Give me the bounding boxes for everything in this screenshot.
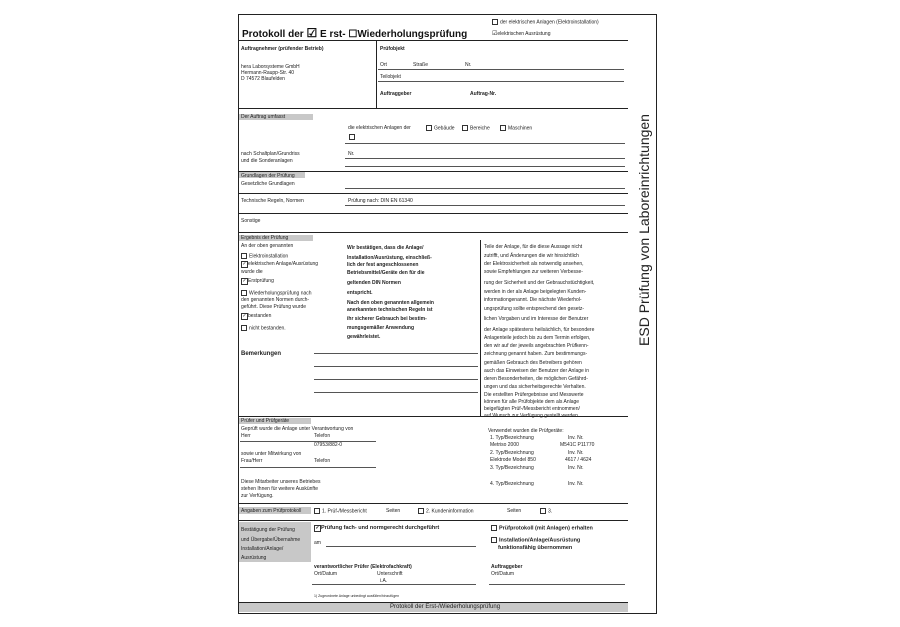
confirm-check3 bbox=[491, 537, 580, 543]
pruefbericht-checkbox[interactable] bbox=[314, 508, 320, 514]
erst-checkbox[interactable]: ☑ bbox=[306, 26, 318, 40]
bemerkungen-label: Bemerkungen bbox=[241, 351, 282, 357]
protocol-label: Angaben zum Prüfprotokoll bbox=[241, 508, 302, 514]
erstpruefung-checkbox[interactable]: ✓ bbox=[242, 278, 247, 284]
confirm-check3a-label: Installation/Anlage/Ausrüstung bbox=[499, 537, 581, 544]
title-erst: E rst- bbox=[320, 29, 346, 40]
confirm-l1: Bestätigung der Prüfung bbox=[241, 527, 295, 533]
result-right-18: können für alle Prüfobjekte dem als Anlage bbox=[484, 399, 580, 405]
result-left-9-label: bestanden bbox=[248, 313, 272, 319]
confirm-l4: Ausrüstung bbox=[241, 555, 267, 561]
tester-telefon2: Telefon bbox=[314, 458, 331, 464]
confirm-ia: i.A. bbox=[380, 578, 388, 584]
result-right-9: der Anlage spätestens heilsächlich, für besondere bbox=[484, 327, 595, 333]
title-rest: Wiederholungsprüfung bbox=[357, 29, 468, 40]
result-mid-7: anerkannten technischen Regeln ist bbox=[347, 307, 433, 313]
protocol-opt1 bbox=[314, 508, 367, 514]
devices-label: Verwendet wurden die Prüfgeräte: bbox=[488, 428, 564, 434]
result-right-3: sowie Empfehlungen zur weiteren Verbesse- bbox=[484, 269, 583, 275]
result-mid-8: ihr sicherer Gebrauch bei bestim- bbox=[347, 316, 427, 322]
protocol-opt3-label: 3. bbox=[548, 508, 553, 515]
confirm-check1-label: Prüfung fach- und normgerecht durchgeführt bbox=[321, 525, 440, 531]
confirm-check1 bbox=[314, 525, 439, 532]
result-left-0: An der oben genannten bbox=[241, 243, 294, 249]
result-mid-9: mungsgemäßer Anwendung bbox=[347, 325, 415, 331]
result-left-6: nach bbox=[300, 290, 312, 297]
object-teilobjekt: Teilobjekt bbox=[380, 74, 401, 80]
result-left-8: geführt. Diese Prüfung wurde bbox=[241, 304, 307, 310]
result-mid-2: lich der fest angeschlossenen bbox=[347, 262, 419, 268]
result-right-15: deren Besonderheiten, die möglichen Gefährd- bbox=[484, 376, 588, 382]
scope-intro: die elektrischen Anlagen der bbox=[348, 125, 411, 131]
protocol-seiten2: Seiten bbox=[507, 508, 522, 514]
tester-mitwirkung: sowie unter Mitwirkung von bbox=[241, 451, 302, 457]
device2-label: 2. Typ/Bezeichnung bbox=[490, 450, 534, 456]
result-right-0: Teile der Anlage, für die diese Aussage nicht bbox=[484, 244, 583, 250]
result-left-2-label: elektrischen Anlage/Ausrüstung bbox=[248, 261, 319, 267]
scope-schaltplan: nach Schaltplan/Grundriss bbox=[241, 151, 300, 157]
result-right-14: auch das Einweisen der Benutzer der Anlage in bbox=[484, 368, 590, 374]
basics-norm: Prüfung nach: DIN EN 61340 bbox=[348, 198, 413, 204]
tester-staff1: Diese Mitarbeiter unseres Betriebes bbox=[241, 479, 321, 485]
client-line1: hera Laborsysteme GmbH bbox=[241, 64, 300, 70]
result-right-2: der Elektrosicherheit als notwendig ansehen, bbox=[484, 261, 584, 267]
protocol-opt2 bbox=[418, 508, 474, 514]
protocol-opt1-label: 1. Prüf-/Messbericht bbox=[322, 508, 367, 515]
result-mid-10: gewährleistet. bbox=[347, 334, 381, 340]
result-mid-3: Betriebsmittel/Geräte den für die bbox=[347, 270, 425, 276]
device1-inv: Inv. Nr. bbox=[568, 435, 584, 441]
tester-frau-herr: Frau/Herr bbox=[241, 458, 263, 464]
result-header: Ergebnis der Prüfung bbox=[241, 235, 289, 241]
result-right-19: beigefügten Prüf-/Messbericht entnommen/ bbox=[484, 406, 580, 412]
device1-type: Metriso 2000 bbox=[490, 442, 519, 448]
device3-inv: Inv. Nr. bbox=[568, 465, 584, 471]
device2-type: Elektrode Model 850 bbox=[490, 457, 536, 463]
bemerkungen-line-2[interactable] bbox=[314, 366, 478, 367]
scope-sonderanlagen: und die Sonderanlagen bbox=[241, 158, 293, 164]
uebernommen-checkbox[interactable] bbox=[491, 537, 497, 543]
result-mid-4: geltenden DIN Normen bbox=[347, 280, 401, 286]
footnote: 1) Zugeordnete Anlage unbedingt ausfüllen/hinzufügen bbox=[314, 594, 400, 598]
basics-technische: Technische Regeln, Normen bbox=[241, 198, 304, 204]
option-ausruestung-label: elektrischen Ausrüstung bbox=[497, 31, 551, 37]
result-left-9 bbox=[241, 313, 271, 320]
device4-inv: Inv. Nr. bbox=[568, 481, 584, 487]
protocol-opt2-label: 2. Kundeninformation bbox=[426, 508, 474, 515]
client-label: Auftragnehmer (prüfender Betrieb) bbox=[241, 46, 324, 52]
bereiche-checkbox[interactable] bbox=[462, 125, 468, 131]
result-left-3: wurde die bbox=[241, 269, 263, 275]
wiederholungspruefung-checkbox[interactable] bbox=[241, 290, 247, 296]
result-mid-6: Nach den oben genannten allgemein bbox=[347, 300, 434, 306]
result-right-16: ungen und das sicherheitsgerechte Verhalten. bbox=[484, 384, 586, 390]
result-left-7: den genannten Normen durch- bbox=[241, 297, 310, 303]
confirm-l3: Installation/Anlage/ bbox=[241, 546, 284, 552]
result-right-12: zeichnung genannt haben. Zum bestimmungs- bbox=[484, 351, 588, 357]
tester-text1: Geprüft wurde die Anlage unter Verantwortung von bbox=[241, 426, 354, 432]
result-right-7: ungsprüfung sollte entsprechend den gesetz- bbox=[484, 306, 585, 312]
result-left-4-label: Erstprüfung bbox=[248, 278, 274, 284]
confirm-am: am bbox=[314, 540, 321, 546]
option3-checkbox[interactable] bbox=[540, 508, 546, 514]
confirm-auftraggeber: Auftraggeber bbox=[491, 564, 523, 570]
result-right-4: rung der Sicherheit und der Gebrauchstüchtigkeit, bbox=[484, 280, 595, 286]
result-mid-1: Installation/Ausrüstung, einschließ- bbox=[347, 255, 432, 261]
scope-extra-checkbox[interactable] bbox=[349, 134, 355, 140]
object-auftrag-nr: Auftrag-Nr. bbox=[470, 91, 497, 97]
result-right-8: lichen Vorgaben und im Interesse der Benutzer bbox=[484, 316, 589, 322]
protokoll-erhalten-checkbox[interactable] bbox=[491, 525, 497, 531]
bemerkungen-line-1[interactable] bbox=[314, 353, 478, 354]
protocol-opt3 bbox=[540, 508, 552, 514]
signature-line-auftraggeber[interactable] bbox=[489, 584, 625, 585]
nicht-bestanden-checkbox[interactable] bbox=[241, 325, 247, 331]
gebaeude-checkbox[interactable] bbox=[426, 125, 432, 131]
tester-herr: Herr bbox=[241, 433, 251, 439]
scope-header: Der Auftrag umfasst bbox=[241, 114, 286, 120]
tester-telefon: Telefon bbox=[314, 433, 331, 439]
result-left-10 bbox=[241, 325, 286, 331]
basics-sonstige: Sonstige bbox=[241, 218, 261, 224]
result-mid-5: entspricht. bbox=[347, 290, 373, 296]
bestanden-checkbox[interactable]: ✓ bbox=[242, 313, 247, 319]
result-divider bbox=[480, 240, 481, 416]
result-left-5 bbox=[241, 290, 312, 296]
confirm-check2-label: Prüfprotokoll (mit Anlagen) erhalten bbox=[499, 525, 593, 532]
footer-title: Protokoll der Erst-/Wiederholungsprüfung bbox=[390, 604, 501, 610]
result-left-1-label: Elektroinstallation bbox=[249, 253, 289, 260]
result-left-1 bbox=[241, 253, 288, 259]
confirm-check3b: funktionsfähig übernommen bbox=[498, 545, 573, 551]
object-label: Prüfobjekt bbox=[380, 46, 405, 52]
tester-phone: 07953/882-0 bbox=[314, 442, 343, 448]
scope-maschinen bbox=[500, 125, 532, 131]
durchgefuehrt-checkbox[interactable]: ✓ bbox=[315, 525, 320, 531]
device1-num: M541C P11770 bbox=[560, 442, 595, 448]
result-right-5: werden in der als Anlage beigelegten Kunden- bbox=[484, 289, 587, 295]
scope-nr: Nr. bbox=[348, 151, 355, 157]
basics-gesetzliche: Gesetzliche Grundlagen bbox=[241, 181, 295, 187]
result-mid-0: Wir bestätigen, dass die Anlage/ bbox=[347, 245, 424, 251]
object-auftraggeber: Auftraggeber bbox=[380, 91, 412, 97]
result-right-1: zutrifft, und Änderungen die wir hinsichtlich bbox=[484, 253, 579, 259]
tester-header: Prüfer und Prüfgeräte bbox=[241, 418, 290, 424]
option-anlagen-label: der elektrischen Anlagen (Elektroinstallation) bbox=[500, 19, 599, 26]
client-line2: Hermann-Raupp-Str. 40 bbox=[241, 70, 295, 76]
confirm-ort-datum: Ort/Datum bbox=[314, 571, 338, 577]
confirm-check2 bbox=[491, 525, 593, 531]
elektroinstallation-checkbox[interactable] bbox=[241, 253, 247, 259]
result-left-5-label: Wiederholungsprüfung bbox=[249, 290, 300, 297]
gebaeude-label: Gebäude bbox=[434, 125, 455, 132]
object-nr: Nr. bbox=[465, 62, 472, 68]
ausruestung-checkbox[interactable]: ☑ bbox=[492, 31, 498, 37]
result-right-20: auf Wunsch zur Verfügung gestellt werden. bbox=[484, 413, 580, 419]
confirm-unterschrift: Unterschrift bbox=[377, 571, 403, 577]
result-right-11: den wir auf der jeweils angebrachten Prüfkenn- bbox=[484, 343, 589, 349]
device3-label: 3. Typ/Bezeichnung bbox=[490, 465, 534, 471]
result-right-13: gemäßen Gebrauch des Betreibers gehören bbox=[484, 360, 582, 366]
document-title bbox=[242, 26, 467, 40]
result-right-10: Anlagenteile jedoch bis zu dem Termin erfolgen, bbox=[484, 335, 591, 341]
anlage-ausruestung-checkbox[interactable]: ✓ bbox=[242, 261, 247, 267]
result-left-10-label: nicht bestanden. bbox=[249, 325, 286, 332]
maschinen-checkbox[interactable] bbox=[500, 125, 506, 131]
client-line3: D 74572 Blaufelden bbox=[241, 76, 285, 82]
device2-num: 4617 / 4624 bbox=[565, 457, 592, 463]
maschinen-label: Maschinen bbox=[508, 125, 533, 132]
bemerkungen-line-4[interactable] bbox=[314, 392, 478, 393]
tester-staff2: stehen Ihnen für weitere Auskünfte bbox=[241, 486, 318, 492]
wiederholung-checkbox[interactable]: ☐ bbox=[348, 29, 358, 40]
option-ausruestung bbox=[492, 31, 550, 37]
result-left-4 bbox=[241, 278, 274, 285]
kundeninformation-checkbox[interactable] bbox=[418, 508, 424, 514]
scope-gebaeude bbox=[426, 125, 455, 131]
result-left-2 bbox=[241, 261, 318, 268]
object-strasse: Straße bbox=[413, 62, 429, 68]
title-prefix: Protokoll der bbox=[242, 29, 304, 40]
confirm-ort-datum2: Ort/Datum bbox=[491, 571, 515, 577]
device4-label: 4. Typ/Bezeichnung bbox=[490, 481, 534, 487]
device2-inv: Inv. Nr. bbox=[568, 450, 584, 456]
scope-bereiche bbox=[462, 125, 490, 131]
result-right-17: Die erstellten Prüfergebnisse und Messwerte bbox=[484, 392, 584, 398]
confirm-l2: und Übergabe/Übernahme bbox=[241, 537, 301, 543]
device1-label: 1. Typ/Bezeichnung bbox=[490, 435, 534, 441]
signature-line-pruefer[interactable] bbox=[312, 584, 476, 585]
confirm-verantwortlich: verantwortlicher Prüfer (Elektrofachkraft) bbox=[314, 564, 412, 570]
side-title: ESD Prüfung von Laboreinrichtungen bbox=[636, 114, 652, 346]
object-ort: Ort bbox=[380, 62, 387, 68]
protocol-seiten1: Seiten bbox=[386, 508, 401, 514]
result-right-6: informationgenannt. Die nächste Wiederhol- bbox=[484, 297, 582, 303]
bereiche-label: Bereiche bbox=[470, 125, 490, 132]
tester-staff3: zur Verfügung. bbox=[241, 493, 274, 499]
option-anlagen bbox=[492, 19, 599, 25]
anlagen-checkbox[interactable] bbox=[492, 19, 498, 25]
bemerkungen-line-3[interactable] bbox=[314, 379, 478, 380]
basics-header: Grundlagen der Prüfung bbox=[241, 173, 295, 179]
